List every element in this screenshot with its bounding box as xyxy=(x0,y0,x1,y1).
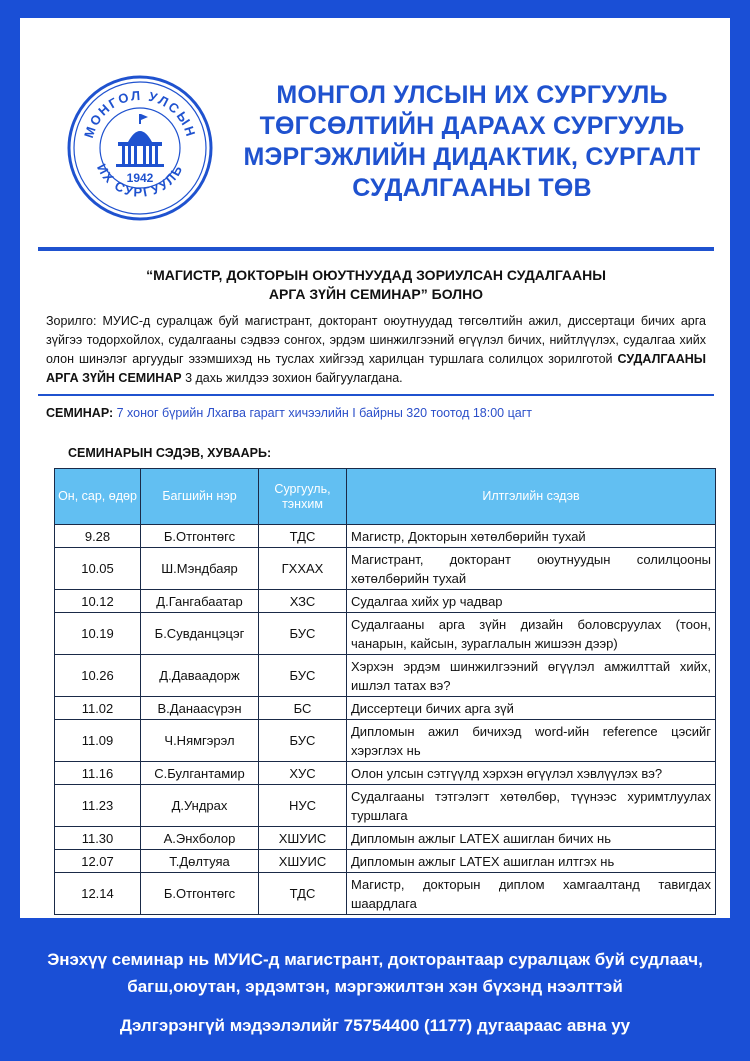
header-line: ТӨГСӨЛТИЙН ДАРААХ СУРГУУЛЬ xyxy=(259,112,685,140)
row-topic: Диссертеци бичих арга зүй xyxy=(347,697,716,720)
table-row xyxy=(55,525,716,548)
header-line: МОНГОЛ УЛСЫН ИХ СУРГУУЛЬ xyxy=(276,81,668,109)
table-row xyxy=(55,613,716,655)
row-topic: Судалгаа хийх ур чадвар xyxy=(347,590,716,613)
column-header-school: Сургууль, тэнхим xyxy=(259,469,347,525)
header-divider xyxy=(38,247,714,251)
svg-text:ИХ СУРГУУЛЬ: ИХ СУРГУУЛЬ xyxy=(93,161,187,200)
row-teacher: Д.Ундрах xyxy=(141,785,259,827)
row-school: БУС xyxy=(259,613,347,655)
row-school: БУС xyxy=(259,720,347,762)
table-row xyxy=(55,873,716,915)
table-row xyxy=(55,697,716,720)
table-row xyxy=(55,785,716,827)
audience-line: багш,оюутан, эрдэмтэн, мэргэжилтэн хэн бүхэнд нээлттэй xyxy=(127,977,623,996)
row-school: ХЗС xyxy=(259,590,347,613)
center-name-header xyxy=(212,80,732,204)
row-date: 11.02 xyxy=(55,697,141,720)
schedule-heading: СЕМИНАРЫН СЭДЭВ, ХУВААРЬ: xyxy=(68,446,272,460)
row-topic: Дипломын ажлыг LATEX ашиглан бичих нь xyxy=(347,827,716,850)
seminar-title xyxy=(80,266,672,304)
audience-line: Энэхүү семинар нь МУИС-д магистрант, докторантаар суралцаж буй судлаач, xyxy=(47,950,703,969)
contact-info: Дэлгэрэнгүй мэдээлэлийг 75754400 (1177) дугаараас авна уу xyxy=(119,1016,631,1035)
row-teacher: В.Данаасүрэн xyxy=(141,697,259,720)
table-row xyxy=(55,720,716,762)
column-header-date: Он, сар, өдөр xyxy=(55,469,141,525)
seminar-info xyxy=(46,406,532,420)
row-school: БУС xyxy=(259,655,347,697)
row-school: ХШУИС xyxy=(259,827,347,850)
row-date: 12.07 xyxy=(55,850,141,873)
row-date: 11.16 xyxy=(55,762,141,785)
row-date: 10.19 xyxy=(55,613,141,655)
row-teacher: Д.Даваадорж xyxy=(141,655,259,697)
purpose-text: Зорилго: МУИС-д суралцаж буй магистрант, докторант оюутнуудад төгсөлтийн ажил, диссертаци бичих арга зүйгээ тодорхойлох, судалгааны сэдвээ сонгох, эрдэм шинжилгээний өгүүлэл бичих, нийтлүүлэх, судалгаа хийх олон шинэлэг аргуудыг эзэмшихэд нь туслах хийгээд харилцан туршлага солилцох зорилготой xyxy=(46,314,706,366)
row-school: ТДС xyxy=(259,525,347,548)
row-topic: Магистр, Докторын хөтөлбөрийн тухай xyxy=(347,525,716,548)
row-date: 10.12 xyxy=(55,590,141,613)
row-date: 10.05 xyxy=(55,548,141,590)
row-date: 10.26 xyxy=(55,655,141,697)
row-date: 11.30 xyxy=(55,827,141,850)
row-topic: Магистрант, докторант оюутнуудын солилцооны хөтөлбөрийн тухай xyxy=(347,548,716,590)
university-seal-logo xyxy=(66,74,214,222)
table-header-row xyxy=(55,469,716,525)
table-row xyxy=(55,655,716,697)
purpose-highlight: СУДАЛГААНЫ АРГА ЗҮЙН СЕМИНАР xyxy=(46,352,706,385)
row-date: 9.28 xyxy=(55,525,141,548)
row-topic: Дипломын ажил бичихэд word-ийн reference цэсийг хэрэглэх нь xyxy=(347,720,716,762)
building-icon xyxy=(116,114,164,167)
row-teacher: Ч.Нямгэрэл xyxy=(141,720,259,762)
header-line: МЭРГЭЖЛИЙН ДИДАКТИК, СУРГАЛТ xyxy=(243,143,701,171)
row-school: ХШУИС xyxy=(259,850,347,873)
row-date: 12.14 xyxy=(55,873,141,915)
row-teacher: Б.Отгонтөгс xyxy=(141,525,259,548)
row-date: 11.23 xyxy=(55,785,141,827)
table-row xyxy=(55,850,716,873)
row-topic: Хэрхэн эрдэм шинжилгээний өгүүлэл амжилттай хийх, ишлэл татах вэ? xyxy=(347,655,716,697)
row-teacher: Б.Сувданцэцэг xyxy=(141,613,259,655)
row-school: ХУС xyxy=(259,762,347,785)
row-topic: Магистр, докторын диплом хамгаалтанд тавигдах шаардлага xyxy=(347,873,716,915)
header-line: СУДАЛГААНЫ ТӨВ xyxy=(352,174,592,202)
column-header-teacher: Багшийн нэр xyxy=(141,469,259,525)
poster-card xyxy=(20,18,730,918)
table-row xyxy=(55,548,716,590)
row-teacher: А.Энхболор xyxy=(141,827,259,850)
row-school: ГХХАХ xyxy=(259,548,347,590)
row-teacher: Ш.Мэндбаяр xyxy=(141,548,259,590)
table-row xyxy=(55,590,716,613)
column-header-topic: Илтгэлийн сэдэв xyxy=(347,469,716,525)
row-school: БС xyxy=(259,697,347,720)
audience-note xyxy=(0,946,750,1000)
schedule-table xyxy=(54,468,716,915)
row-school: ТДС xyxy=(259,873,347,915)
table-row xyxy=(55,762,716,785)
row-teacher: С.Булгантамир xyxy=(141,762,259,785)
seminar-time-place: 7 хоног бүрийн Лхагва гарагт хичээлийн I байрны 320 тоотод 18:00 цагт xyxy=(113,406,532,420)
svg-text:МОНГОЛ УЛСЫН: МОНГОЛ УЛСЫН xyxy=(81,87,199,140)
purpose-text-end: 3 дахь жилдээ зохион байгуулагдана. xyxy=(181,371,403,385)
title-line: АРГА ЗҮЙН СЕМИНАР” БОЛНО xyxy=(268,286,484,302)
row-date: 11.09 xyxy=(55,720,141,762)
row-school: НУС xyxy=(259,785,347,827)
seminar-label: СЕМИНАР: xyxy=(46,406,114,420)
row-teacher: Б.Отгонтөгс xyxy=(141,873,259,915)
row-teacher: Д.Гангабаатар xyxy=(141,590,259,613)
svg-text:1942: 1942 xyxy=(126,171,154,185)
section-divider xyxy=(38,394,714,396)
row-teacher: Т.Дөлтуяа xyxy=(141,850,259,873)
purpose-paragraph xyxy=(46,312,706,388)
row-topic: Судалгааны тэтгэлэгт хөтөлбөр, түүнээс хуримтлуулах туршлага xyxy=(347,785,716,827)
row-topic: Дипломын ажлыг LATEX ашиглан илтгэх нь xyxy=(347,850,716,873)
row-topic: Судалгааны арга зүйн дизайн боловсруулах (тоон, чанарын, кайсын, зураглалын жишээн дээр) xyxy=(347,613,716,655)
row-topic: Олон улсын сэтгүүлд хэрхэн өгүүлэл хэвлүүлэх вэ? xyxy=(347,762,716,785)
title-line: “МАГИСТР, ДОКТОРЫН ОЮУТНУУДАД ЗОРИУЛСАН СУДАЛГААНЫ xyxy=(146,267,606,283)
table-row xyxy=(55,827,716,850)
